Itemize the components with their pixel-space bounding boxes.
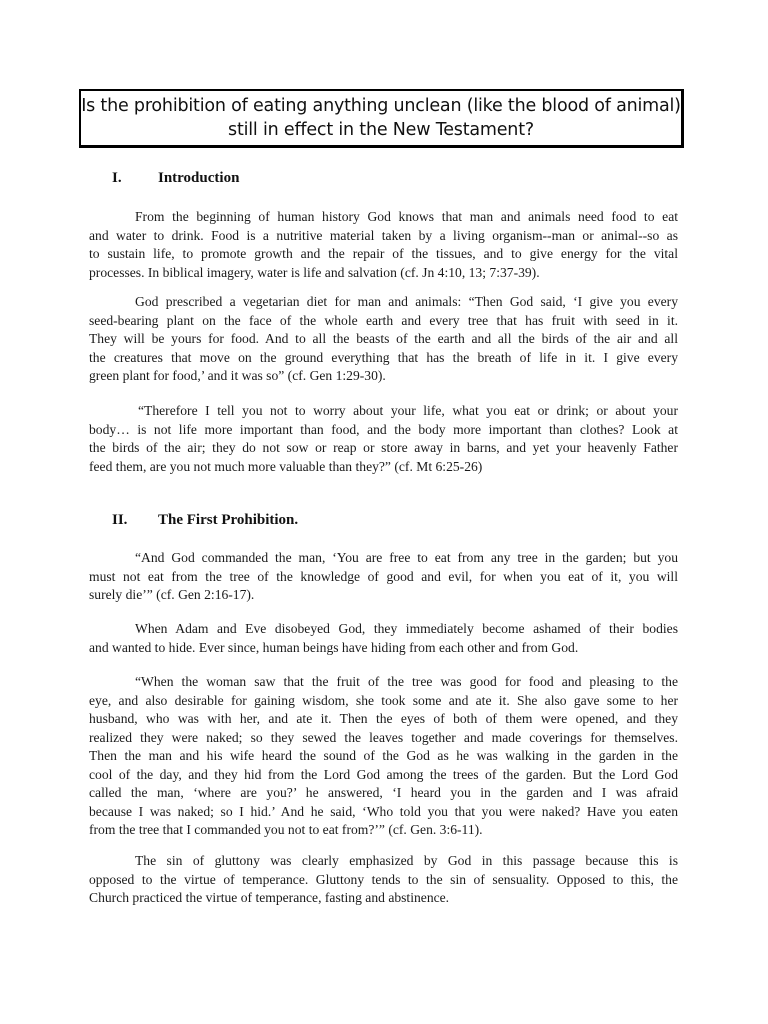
text-line: the birds of the air; they do not sow or reap or store away in barns, and yet your heavenly Father [89,440,678,455]
text-line: Church practiced the virtue of temperance, fasting and abstinence. [89,890,450,905]
title-line-2: still in effect in the New Testament? [228,120,534,140]
paragraph-prohibition-1 [89,549,678,605]
text-line: and wanted to hide. Ever since, human beings have hiding from each other and from God. [89,639,579,655]
text-line: eye, and also desirable for gaining wisdom, she took some and ate it. She also gave some to her [89,692,678,708]
text-line: called the man, ‘where are you?’ he answered, ‘I heard you in the garden and I was afraid [89,785,678,800]
paragraph-intro-2 [89,293,678,386]
text-line: and water to drink. Food is a nutritive material taken by a living organism--man or animal--so as [89,227,678,243]
text-line: processes. In biblical imagery, water is life and salvation (cf. Jn 4:10, 13; 7:37-39). [89,264,540,280]
text-line: surely die’” (cf. Gen 2:16-17). [89,587,255,602]
text-line: from the tree that I commanded you not to eat from?’” (cf. Gen. 3:6-11). [89,822,483,837]
text-line: realized they were naked; so they sewed the leaves together and made coverings for themselves. [89,729,678,745]
text-line: husband, who was with her, and ate it. Then the eyes of both of them were opened, and they [89,711,678,726]
text-line: They will be yours for food. And to all the beasts of the earth and all the birds of the air and all [89,331,678,346]
section-1-number: I. [112,170,122,186]
paragraph-intro-1 [89,208,678,282]
title-line-1: Is the prohibition of eating anything unclean (like the blood of animal) [81,96,681,116]
text-line: to sustain life, to promote growth and the repair of the tissues, and to give energy for the vital [89,246,678,261]
text-line: opposed to the virtue of temperance. Gluttony tends to the sin of sensuality. Opposed to this, the [89,871,678,887]
paragraph-prohibition-3 [89,673,678,840]
paragraph-intro-3 [89,402,678,476]
text-line: “When the woman saw that the fruit of the tree was good for food and pleasing to the [135,674,678,689]
text-line: When Adam and Eve disobeyed God, they immediately become ashamed of their bodies [135,621,678,636]
paragraph-prohibition-2 [89,620,678,657]
text-line: “And God commanded the man, ‘You are free to eat from any tree in the garden; but you [135,550,678,565]
text-line: God prescribed a vegetarian diet for man and animals: “Then God said, ‘I give you every [135,294,678,309]
text-line: Then the man and his wife heard the sound of the God as he was walking in the garden in the [89,748,678,763]
text-line: because I was naked; so I hid.’ And he said, ‘Who told you that you were naked? Have you eaten [89,803,678,819]
text-line: From the beginning of human history God knows that man and animals need food to eat [135,209,678,224]
text-line: the creatures that move on the ground everything that has the breath of life in it. I give every [89,349,678,365]
text-line: cool of the day, and they hid from the Lord God among the trees of the garden. But the Lord God [89,766,678,782]
text-line: “Therefore I tell you not to worry about your life, what you eat or drink; or about your [138,403,678,418]
text-line: body… is not life more important than food, and the body more important than clothes? Look at [89,421,678,437]
text-line: The sin of gluttony was clearly emphasized by God in this passage because this is [135,853,678,868]
text-line: feed them, are you not much more valuable than they?” (cf. Mt 6:25-26) [89,458,483,474]
text-line: must not eat from the tree of the knowledge of good and evil, for when you eat of it, you will [89,568,678,584]
section-2-number: II. [112,512,128,528]
text-line: green plant for food,’ and it was so” (cf. Gen 1:29-30). [89,368,386,383]
text-line: seed-bearing plant on the face of the whole earth and every tree that has fruit with seed in it. [89,312,678,328]
section-2-title: The First Prohibition. [158,512,299,528]
section-1-title: Introduction [158,170,240,186]
title-box [79,89,684,148]
paragraph-prohibition-4 [89,852,678,908]
